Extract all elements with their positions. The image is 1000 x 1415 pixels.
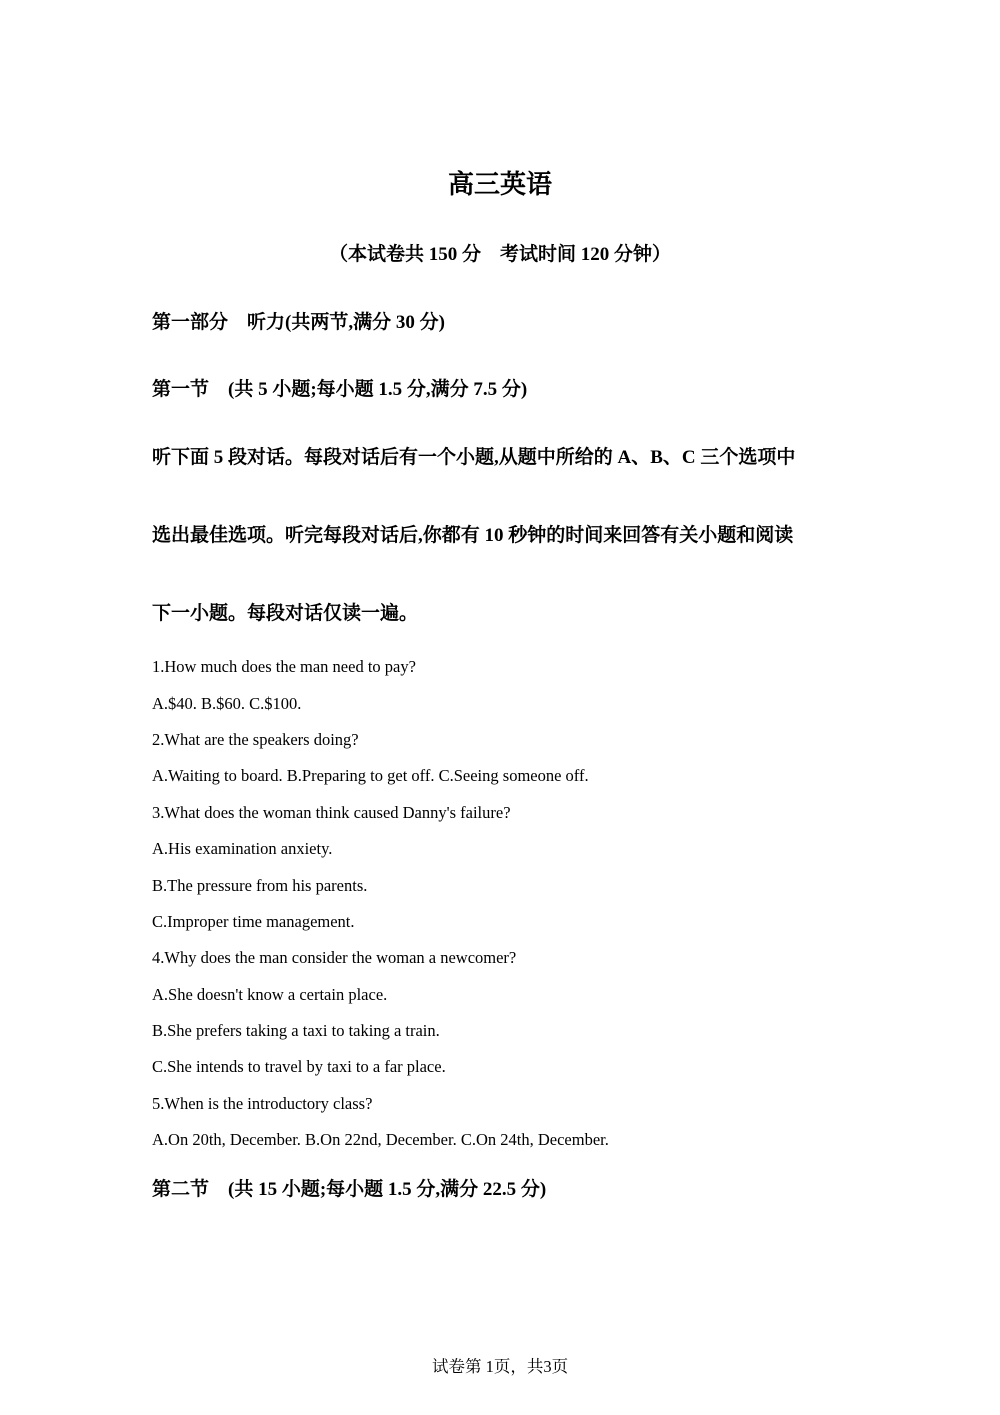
question-4: 4.Why does the man consider the woman a newcomer? — [152, 948, 517, 967]
question-3-option-c: C.Improper time management. — [152, 912, 355, 931]
question-1: 1.How much does the man need to pay? — [152, 657, 416, 676]
exam-info: （本试卷共 150 分 考试时间 120 分钟） — [328, 244, 671, 265]
question-1-options: A.$40. B.$60. C.$100. — [152, 694, 302, 713]
question-4-option-c: C.She intends to travel by taxi to a far place. — [152, 1057, 446, 1076]
question-5: 5.When is the introductory class? — [152, 1094, 373, 1113]
question-2-options: A.Waiting to board. B.Preparing to get off. C.Seeing someone off. — [152, 766, 589, 785]
instructions-line: 选出最佳选项。听完每段对话后,你都有 10 秒钟的时间来回答有关小题和阅读 — [152, 525, 794, 546]
question-5-options: A.On 20th, December. B.On 22nd, December. C.On 24th, December. — [152, 1130, 609, 1149]
question-3-option-a: A.His examination anxiety. — [152, 839, 333, 858]
page-footer: 试卷第 1页，共3页 — [431, 1357, 569, 1376]
question-4-option-a: A.She doesn't know a certain place. — [152, 985, 388, 1004]
question-3: 3.What does the woman think caused Danny's failure? — [152, 803, 511, 822]
question-2: 2.What are the speakers doing? — [152, 730, 359, 749]
section-two-heading: 第二节 (共 15 小题;每小题 1.5 分,满分 22.5 分) — [152, 1179, 547, 1200]
instructions-line: 下一小题。每段对话仅读一遍。 — [152, 603, 419, 624]
question-3-option-b: B.The pressure from his parents. — [152, 876, 368, 895]
instructions-line: 听下面 5 段对话。每段对话后有一个小题,从题中所给的 A、B、C 三个选项中 — [152, 447, 796, 468]
section-one-heading: 第一节 (共 5 小题;每小题 1.5 分,满分 7.5 分) — [152, 379, 528, 400]
part-one-heading: 第一部分 听力(共两节,满分 30 分) — [152, 312, 445, 333]
page-title: 高三英语 — [447, 170, 552, 199]
question-4-option-b: B.She prefers taking a taxi to taking a train. — [152, 1021, 440, 1040]
